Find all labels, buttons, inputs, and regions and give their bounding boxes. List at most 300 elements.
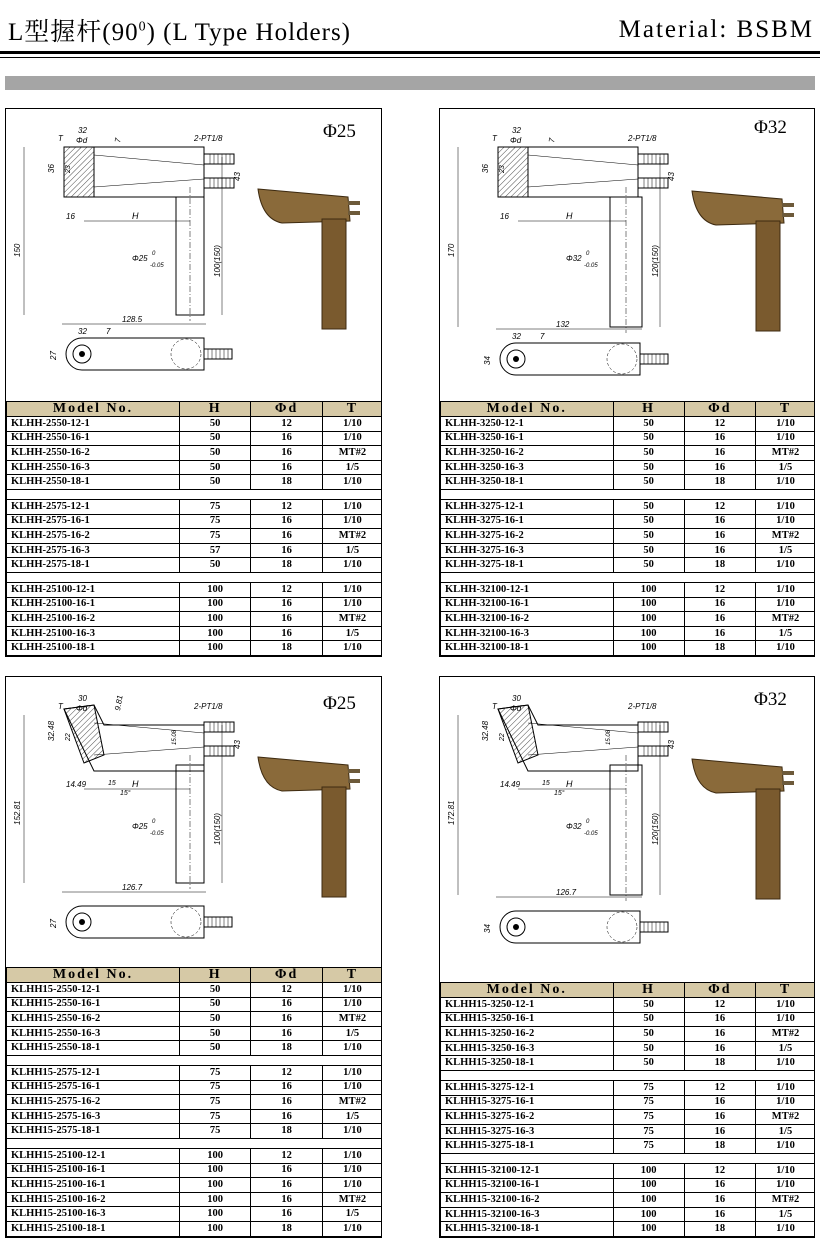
top-width-label: 32 — [78, 126, 87, 135]
taper-line — [94, 179, 204, 187]
table-cell: 1/5 — [322, 460, 382, 475]
table-cell: MT#2 — [322, 1192, 382, 1207]
bore-diameter-label: Φd — [510, 704, 522, 713]
table-row — [7, 983, 383, 998]
table-cell: KLHH15-2550-18-1 — [7, 1041, 180, 1056]
table-row — [441, 499, 816, 514]
table-cell: 50 — [613, 417, 684, 432]
table-row — [441, 1163, 816, 1178]
table-cell: 50 — [613, 558, 684, 573]
table-cell: KLHH-3250-18-1 — [441, 475, 614, 490]
table-cell: 12 — [684, 1080, 755, 1095]
table-cell: MT#2 — [756, 1110, 816, 1125]
column-header: H — [179, 402, 250, 417]
table-cell: 1/10 — [322, 475, 382, 490]
table-header-row — [441, 402, 816, 417]
fitting-span-label: 43 — [233, 172, 242, 181]
table-cell: 50 — [613, 1027, 684, 1042]
table-cell: KLHH15-25100-16-1 — [7, 1163, 180, 1178]
tolerance-label: -0.05 — [584, 263, 598, 269]
holder-photo-shank — [756, 221, 780, 331]
table-cell: KLHH15-32100-16-3 — [441, 1207, 614, 1222]
bore-height-label: 22 — [65, 733, 72, 741]
table-row — [7, 499, 383, 514]
table-row — [441, 612, 816, 627]
table-row — [7, 597, 383, 612]
table-cell: 18 — [251, 1221, 322, 1236]
header-rule-thin — [0, 57, 820, 58]
overall-length-label: 126.7 — [556, 888, 577, 897]
column-header: Model No. — [7, 968, 180, 983]
table-cell: 50 — [179, 460, 250, 475]
panel-klhh-32 — [439, 108, 815, 657]
table-cell: 16 — [684, 1124, 755, 1139]
table-row — [441, 558, 816, 573]
table-row — [441, 431, 816, 446]
table-cell: 100 — [613, 612, 684, 627]
technical-drawing — [440, 109, 815, 399]
table-cell: KLHH-2550-16-3 — [7, 460, 180, 475]
spec-table — [6, 967, 382, 1237]
diameter-label: Φ25 — [323, 121, 356, 142]
column-header: H — [613, 402, 684, 417]
table-cell: 16 — [251, 997, 322, 1012]
table-row — [441, 626, 816, 641]
table-cell: MT#2 — [322, 1095, 382, 1110]
table-row — [7, 641, 383, 656]
table-cell: 50 — [179, 1041, 250, 1056]
overall-length-label: 128.5 — [122, 315, 143, 324]
table-cell: 75 — [613, 1139, 684, 1154]
t-label: T — [58, 702, 63, 711]
table-row — [441, 641, 816, 656]
thread-label: 2-PT1/8 — [194, 134, 223, 143]
bottom-offset-label: 32 — [78, 327, 87, 336]
top-width-label: 30 — [512, 694, 521, 703]
table-cell: KLHH-2575-16-2 — [7, 529, 180, 544]
table-cell: 16 — [684, 626, 755, 641]
table-cell: 1/10 — [322, 983, 382, 998]
table-cell: 16 — [251, 1095, 322, 1110]
table-cell: 12 — [251, 983, 322, 998]
table-cell: 16 — [684, 529, 755, 544]
table-cell: 50 — [613, 460, 684, 475]
angle-label: 15° — [120, 790, 131, 797]
table-cell: 100 — [179, 1148, 250, 1163]
page-title: L型握杆$(90^0)$ (L Type Holders) — [8, 19, 351, 46]
tolerance-label: -0.05 — [150, 831, 164, 837]
bore-height-label: 23 — [65, 165, 72, 173]
bottom-body — [66, 906, 204, 938]
table-cell: 1/5 — [756, 626, 816, 641]
table-cell: KLHH15-2575-16-1 — [7, 1080, 180, 1095]
overall-height-label: 152.81 — [13, 800, 22, 825]
table-row — [7, 543, 383, 558]
technical-drawing — [6, 109, 382, 399]
table-cell: 1/10 — [322, 417, 382, 432]
table-row — [7, 475, 383, 490]
table-cell: 100 — [179, 597, 250, 612]
table-row — [7, 514, 383, 529]
table-cell: KLHH-32100-12-1 — [441, 582, 614, 597]
shank-diameter-label: Φ25 — [132, 822, 148, 831]
table-cell: 1/10 — [322, 1080, 382, 1095]
table-cell: 1/10 — [756, 641, 816, 656]
table-cell: 75 — [613, 1124, 684, 1139]
table-row — [7, 582, 383, 597]
table-cell: 16 — [251, 626, 322, 641]
table-cell: 75 — [179, 514, 250, 529]
column-header: T — [322, 402, 382, 417]
table-cell: 100 — [179, 1163, 250, 1178]
table-row — [7, 612, 383, 627]
table-cell: 50 — [613, 514, 684, 529]
table-cell: MT#2 — [756, 1027, 816, 1042]
table-cell: 1/10 — [756, 417, 816, 432]
table-cell: 100 — [613, 1207, 684, 1222]
table-row — [441, 998, 816, 1013]
table-cell: 1/5 — [322, 1207, 382, 1222]
shank-length-label: 120(150) — [651, 812, 660, 845]
diameter-label: Φ25 — [323, 693, 356, 714]
shank-hidden-circle — [607, 912, 637, 942]
table-cell: 100 — [613, 1178, 684, 1193]
table-cell: 1/10 — [322, 1163, 382, 1178]
table-cell: KLHH-2575-12-1 — [7, 499, 180, 514]
table-row — [7, 417, 383, 432]
head-height-label: 32.48 — [47, 720, 56, 741]
offset-label: 14.49 — [66, 780, 87, 789]
holder-photo-shank — [322, 219, 346, 329]
table-cell: KLHH-32100-16-1 — [441, 597, 614, 612]
column-header: H — [613, 983, 684, 998]
table-cell: KLHH15-2550-16-1 — [7, 997, 180, 1012]
shank-hidden-circle — [607, 344, 637, 374]
holder-photo-fitting — [348, 201, 360, 205]
table-cell: 16 — [251, 1207, 322, 1222]
column-header: Φd — [684, 402, 755, 417]
table-cell: KLHH-3250-12-1 — [441, 417, 614, 432]
table-cell: 1/10 — [756, 1178, 816, 1193]
holder-photo-head — [692, 191, 784, 225]
table-cell: KLHH15-25100-18-1 — [7, 1221, 180, 1236]
table-cell: KLHH15-25100-16-3 — [7, 1207, 180, 1222]
table-cell: KLHH-3275-18-1 — [441, 558, 614, 573]
table-header-row — [7, 402, 383, 417]
bottom-body — [66, 338, 204, 370]
table-cell: MT#2 — [322, 529, 382, 544]
table-cell: 12 — [684, 417, 755, 432]
table-row — [441, 475, 816, 490]
table-cell: KLHH-25100-16-2 — [7, 612, 180, 627]
holder-photo-fitting — [348, 779, 360, 783]
table-cell: 50 — [613, 998, 684, 1013]
taper-line — [94, 747, 204, 755]
table-cell: 12 — [251, 582, 322, 597]
table-cell: MT#2 — [756, 1193, 816, 1208]
pitch-label: 7 — [113, 137, 123, 144]
table-cell: 75 — [179, 1109, 250, 1124]
bore-height-label: 22 — [499, 733, 506, 741]
holder-photo-shank — [322, 787, 346, 897]
thread-label: 2-PT1/8 — [194, 702, 223, 711]
bottom-width-label: 34 — [483, 356, 492, 365]
column-header: Model No. — [7, 402, 180, 417]
table-cell: 16 — [684, 597, 755, 612]
table-cell: KLHH-2550-12-1 — [7, 417, 180, 432]
table-cell: 16 — [684, 612, 755, 627]
table-cell: 1/10 — [756, 1012, 816, 1027]
fitting-span-label: 43 — [667, 740, 676, 749]
table-cell: KLHH-3250-16-3 — [441, 460, 614, 475]
table-cell: KLHH15-3250-16-3 — [441, 1041, 614, 1056]
table-cell: 16 — [684, 1193, 755, 1208]
pipe-fitting — [638, 154, 668, 164]
table-cell: 50 — [613, 446, 684, 461]
table-cell: 16 — [251, 1192, 322, 1207]
table-cell: 75 — [179, 499, 250, 514]
table-row — [441, 417, 816, 432]
bore-height-label: 23 — [499, 165, 506, 173]
table-row — [441, 460, 816, 475]
column-header: Φd — [684, 983, 755, 998]
table-cell: 1/10 — [322, 431, 382, 446]
table-row — [7, 997, 383, 1012]
table-row — [7, 1192, 383, 1207]
column-header: T — [322, 968, 382, 983]
table-cell: 18 — [684, 475, 755, 490]
tolerance-label: -0.05 — [150, 263, 164, 269]
table-cell: KLHH15-3275-16-1 — [441, 1095, 614, 1110]
t-label: T — [492, 134, 497, 143]
table-cell: KLHH15-3275-12-1 — [441, 1080, 614, 1095]
table-cell: 50 — [613, 431, 684, 446]
table-cell: 50 — [613, 529, 684, 544]
table-cell: 16 — [251, 597, 322, 612]
angle-label: 15 — [542, 780, 550, 787]
taper-line — [94, 155, 204, 165]
holder-photo-fitting — [782, 771, 794, 775]
table-cell: 75 — [179, 529, 250, 544]
group-spacer — [7, 572, 383, 582]
taper-line — [528, 155, 638, 165]
table-cell: 100 — [613, 1163, 684, 1178]
t-label: T — [492, 702, 497, 711]
table-cell: KLHH-3275-16-2 — [441, 529, 614, 544]
table-row — [441, 1110, 816, 1125]
table-cell: 12 — [251, 1065, 322, 1080]
table-cell: KLHH-3275-16-3 — [441, 543, 614, 558]
table-cell: 100 — [613, 1222, 684, 1237]
shank-length-label: 100(150) — [213, 244, 222, 277]
table-cell: 16 — [684, 543, 755, 558]
table-cell: 18 — [684, 1222, 755, 1237]
table-row — [441, 1178, 816, 1193]
table-cell: 1/10 — [756, 1222, 816, 1237]
table-cell: 16 — [684, 1207, 755, 1222]
bore-diameter-label: Φd — [76, 136, 88, 145]
table-cell: 18 — [684, 1139, 755, 1154]
page-header — [0, 0, 820, 60]
bore-diameter-label: Φd — [510, 136, 522, 145]
table-cell: 18 — [251, 1041, 322, 1056]
table-cell: 16 — [684, 446, 755, 461]
pitch-label: 9.81 — [113, 694, 125, 712]
table-cell: 50 — [179, 1026, 250, 1041]
table-cell: KLHH15-2550-12-1 — [7, 983, 180, 998]
material-label: Material: BSBM — [618, 16, 814, 43]
table-cell: 50 — [179, 983, 250, 998]
table-cell: 1/10 — [756, 582, 816, 597]
table-cell: 16 — [684, 1178, 755, 1193]
table-cell: 1/10 — [756, 431, 816, 446]
table-cell: MT#2 — [756, 612, 816, 627]
table-cell: 1/5 — [756, 543, 816, 558]
table-cell: 1/10 — [756, 1163, 816, 1178]
table-cell: 1/10 — [756, 597, 816, 612]
column-header: Φd — [251, 968, 322, 983]
table-row — [7, 1178, 383, 1193]
tolerance-label: -0.05 — [584, 831, 598, 837]
table-cell: KLHH-2550-16-2 — [7, 446, 180, 461]
table-cell: 12 — [684, 1163, 755, 1178]
table-cell: 1/10 — [322, 641, 382, 656]
bottom-pitch-label: 7 — [106, 327, 111, 336]
overall-height-label: 150 — [13, 243, 22, 257]
table-cell: 1/5 — [756, 1207, 816, 1222]
table-cell: 12 — [251, 417, 322, 432]
pipe-fitting — [638, 746, 668, 756]
table-cell: KLHH15-32100-16-2 — [441, 1193, 614, 1208]
table-cell: 75 — [613, 1080, 684, 1095]
table-row — [7, 1012, 383, 1027]
top-width-label: 30 — [78, 694, 87, 703]
pipe-offset-label: 15.08 — [606, 729, 612, 745]
head-height-label: 36 — [47, 164, 56, 173]
table-cell: 16 — [251, 460, 322, 475]
table-cell: 100 — [179, 1207, 250, 1222]
table-cell: MT#2 — [756, 446, 816, 461]
table-row — [7, 1065, 383, 1080]
table-cell: 1/5 — [756, 1041, 816, 1056]
table-cell: 1/10 — [322, 514, 382, 529]
holder-photo-head — [692, 759, 784, 793]
table-cell: 18 — [684, 558, 755, 573]
pipe-fitting — [204, 178, 234, 188]
holder-photo-head — [258, 757, 350, 791]
table-row — [441, 1027, 816, 1042]
table-cell: KLHH15-32100-18-1 — [441, 1222, 614, 1237]
table-cell: 16 — [684, 1110, 755, 1125]
table-cell: 50 — [179, 446, 250, 461]
table-cell: 16 — [251, 1012, 322, 1027]
bottom-width-label: 27 — [49, 351, 58, 360]
table-cell: 1/5 — [322, 1109, 382, 1124]
holder-photo-fitting — [782, 213, 794, 217]
table-cell: KLHH-25100-16-1 — [7, 597, 180, 612]
group-spacer — [441, 1153, 816, 1163]
table-row — [441, 1124, 816, 1139]
shank-hidden-circle — [171, 339, 201, 369]
table-row — [441, 1080, 816, 1095]
table-cell: 1/10 — [322, 1065, 382, 1080]
table-cell: KLHH-25100-12-1 — [7, 582, 180, 597]
column-header: Φd — [251, 402, 322, 417]
table-cell: 1/10 — [322, 597, 382, 612]
holder-photo-fitting — [348, 211, 360, 215]
table-cell: 12 — [684, 582, 755, 597]
table-cell: 75 — [179, 1065, 250, 1080]
pipe-fitting — [204, 154, 234, 164]
table-cell: 18 — [684, 641, 755, 656]
panel-klhh15-25 — [5, 676, 382, 1238]
table-row — [441, 1095, 816, 1110]
table-cell: KLHH15-32100-12-1 — [441, 1163, 614, 1178]
table-cell: 75 — [179, 1095, 250, 1110]
table-cell: KLHH-3250-16-1 — [441, 431, 614, 446]
pitch-label: 7 — [547, 137, 557, 144]
table-cell: 100 — [613, 1193, 684, 1208]
table-row — [7, 1109, 383, 1124]
table-cell: KLHH15-3275-16-2 — [441, 1110, 614, 1125]
holder-photo-head — [258, 189, 350, 223]
table-cell: 16 — [251, 1163, 322, 1178]
table-row — [441, 543, 816, 558]
table-cell: KLHH15-2575-16-3 — [7, 1109, 180, 1124]
table-cell: KLHH-32100-16-3 — [441, 626, 614, 641]
table-cell: KLHH-2575-16-1 — [7, 514, 180, 529]
table-cell: 50 — [613, 475, 684, 490]
table-cell: 1/10 — [322, 1221, 382, 1236]
table-cell: 1/10 — [322, 1124, 382, 1139]
fitting-span-label: 43 — [667, 172, 676, 181]
table-row — [7, 529, 383, 544]
tolerance-label: 0 — [152, 819, 156, 825]
h-label: H — [566, 211, 573, 221]
table-row — [441, 1041, 816, 1056]
offset-label: 16 — [66, 212, 75, 221]
table-row — [441, 1056, 816, 1071]
table-cell: 100 — [613, 641, 684, 656]
table-row — [7, 431, 383, 446]
offset-label: 16 — [500, 212, 509, 221]
bottom-offset-label: 32 — [512, 332, 521, 341]
table-cell: 1/10 — [322, 1041, 382, 1056]
table-cell: 57 — [179, 543, 250, 558]
table-row — [7, 460, 383, 475]
pipe-fitting — [638, 178, 668, 188]
spec-table — [6, 401, 382, 656]
table-cell: 100 — [179, 626, 250, 641]
spec-table — [440, 982, 815, 1237]
table-row — [7, 1163, 383, 1178]
table-row — [441, 582, 816, 597]
table-row — [441, 1012, 816, 1027]
holder-photo-fitting — [782, 781, 794, 785]
table-cell: 50 — [179, 431, 250, 446]
table-row — [7, 1095, 383, 1110]
h-label: H — [132, 211, 139, 221]
table-cell: 75 — [179, 1080, 250, 1095]
column-header: H — [179, 968, 250, 983]
table-cell: 100 — [179, 1178, 250, 1193]
table-cell: 1/10 — [756, 998, 816, 1013]
table-header-row — [441, 983, 816, 998]
table-cell: 50 — [179, 417, 250, 432]
table-cell: KLHH-2550-18-1 — [7, 475, 180, 490]
diameter-label: Φ32 — [754, 689, 787, 710]
table-header-row — [7, 968, 383, 983]
